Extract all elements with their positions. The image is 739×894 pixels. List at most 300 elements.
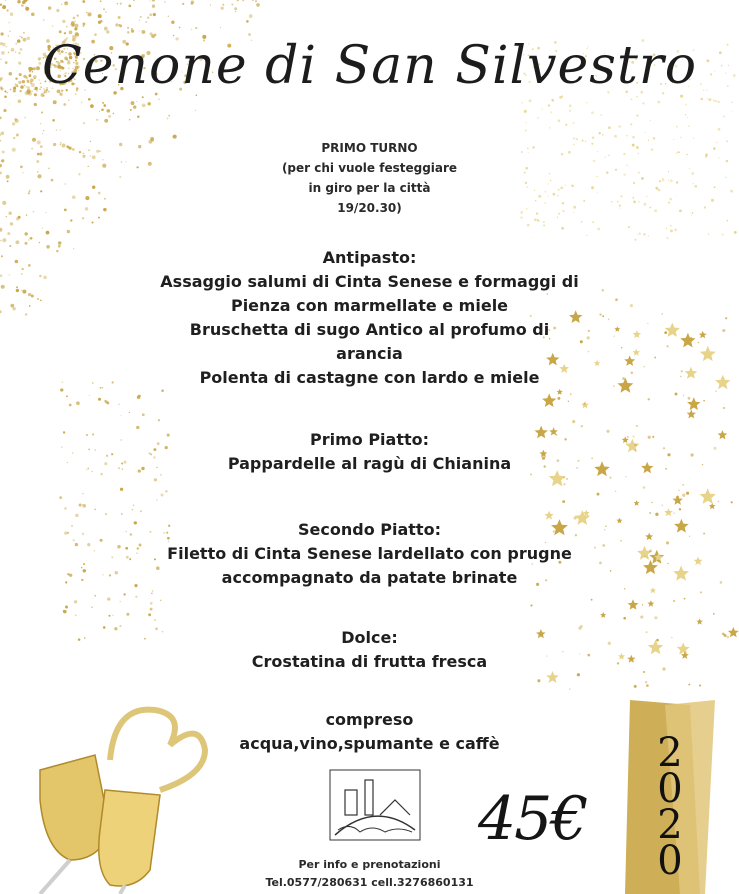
star-icon [696,618,703,624]
glitter-dot [597,227,600,230]
glitter-dot [586,102,587,103]
glitter-dot [149,13,152,16]
glitter-dot [115,23,118,26]
glitter-dot [120,601,121,602]
glitter-dot [699,684,701,686]
glitter-dot [256,3,260,7]
glitter-dot [9,30,10,31]
glitter-dot [557,397,560,400]
glitter-dot [152,5,155,8]
glitter-dot [100,0,102,2]
glitter-dot [140,16,142,18]
glitter-dot [127,31,130,34]
glitter-dot [165,490,168,493]
turno-note-1: (per chi vuole festeggiare [281,161,458,175]
glitter-dot [75,21,76,22]
star-icon [709,503,716,510]
glitter-dot [168,16,169,17]
glitter-dot [99,111,100,112]
star-icon [600,612,606,618]
glitter-dot [129,412,130,413]
glitter-dot [648,398,650,400]
glitter-dot [133,504,135,506]
glitter-dot [529,99,532,102]
glitter-dot [120,488,123,491]
glitter-dot [137,115,139,117]
glitter-dot [153,13,156,16]
glitter-dot [0,4,2,6]
glitter-dot [609,477,611,479]
glitter-dot [688,684,690,686]
star-icon [700,488,716,504]
glitter-dot [701,98,704,101]
glitter-dot [88,98,91,101]
glitter-dot [24,117,26,119]
glitter-dot [62,20,65,23]
glitter-dot [58,241,62,245]
glitter-dot [666,228,667,229]
glitter-dot [0,240,2,242]
glitter-dot [643,233,646,236]
glitter-dot [715,390,717,392]
glitter-dot [534,218,537,221]
glitter-dot [630,123,632,125]
secondo-heading: Secondo Piatto: [298,520,441,539]
glitter-dot [41,112,43,114]
glitter-dot [56,129,58,131]
glitter-dot [220,27,221,28]
star-icon [647,600,654,607]
glitter-dot [60,129,61,130]
glitter-dot [537,117,539,119]
glitter-dot [112,615,113,616]
glitter-dot [636,96,638,98]
glitter-dot [682,494,685,497]
glitter-dot [69,404,72,407]
glitter-dot [59,496,62,499]
glitter-dot [25,6,26,7]
glitter-dot [649,512,651,514]
glitter-dot [628,226,630,228]
glitter-dot [222,4,224,6]
glitter-dot [148,613,151,616]
glitter-dot [581,221,583,223]
glitter-dot [635,239,637,241]
glitter-dot [70,219,72,221]
glitter-dot [2,5,6,9]
glitter-dot [48,6,51,9]
glitter-dot [91,221,93,223]
glitter-dot [21,4,24,7]
glitter-dot [246,20,249,23]
glitter-dot [670,230,673,233]
glitter-dot [608,126,611,129]
glitter-dot [136,101,137,102]
glitter-dot [105,513,107,515]
glitter-dot [12,122,15,125]
glitter-dot [0,117,2,120]
glitter-dot [636,425,638,427]
glitter-dot [87,12,91,16]
glitter-dot [666,237,668,239]
glitter-dot [107,597,110,600]
page-title: Cenone di San Silvestro [41,36,698,96]
year-digit: 0 [657,838,683,884]
glitter-dot [66,26,68,28]
glitter-dot [237,0,239,1]
glitter-dot [688,125,690,127]
glitter-dot [74,27,77,30]
glitter-dot [34,103,37,106]
star-icon [664,508,673,516]
glitter-dot [686,492,689,495]
dolce-heading: Dolce: [341,628,398,647]
glitter-dot [17,0,20,3]
glitter-dot [61,4,62,5]
glitter-dot [651,502,652,503]
glitter-dot [654,616,657,619]
glitter-dot [718,501,719,502]
glitter-dot [708,98,711,101]
antipasto-line: Bruschetta di sugo Antico al profumo di [189,320,550,339]
glitter-dot [210,4,211,5]
glitter-dot [631,99,633,101]
glitter-dot [591,599,593,601]
glitter-dot [117,3,118,4]
glitter-dot [562,500,565,503]
glitter-dot [132,509,133,510]
glitter-dot [154,619,156,621]
glitter-dot [707,98,708,99]
glitter-dot [149,0,150,1]
glitter-dot [75,614,77,616]
glitter-dot [82,504,83,505]
secondo-line: accompagnato da patate brinate [221,568,518,587]
secondo-section [0,518,739,590]
glitter-dot [79,504,82,507]
glitter-dot [59,30,62,33]
glitter-dot [150,608,153,611]
glitter-dot [713,613,715,615]
glitter-dot [679,508,681,510]
glitter-dot [121,513,123,515]
glitter-dot [94,509,96,511]
glitter-dot [24,232,27,235]
glitter-dot [52,119,55,122]
turno-time: 19/20.30) [337,201,402,215]
glitter-dot [52,25,53,26]
glitter-dot [128,5,131,8]
year-digit: 2 [657,730,683,776]
glitter-dot [131,30,134,33]
glitter-dot [14,118,17,121]
glitter-dot [526,122,527,123]
glitter-dot [46,231,50,235]
glitter-dot [726,220,728,222]
glitter-dot [234,7,237,10]
glitter-dot [118,404,119,405]
glitter-dot [104,119,108,123]
glitter-dot [646,684,649,687]
glitter-dot [108,115,111,118]
glitter-dot [703,400,705,402]
glitter-dot [151,593,152,594]
glitter-dot [191,0,194,3]
glitter-dot [7,9,9,11]
glitter-dot [602,134,604,136]
glitter-dot [104,27,108,31]
glitter-dot [569,110,571,112]
glitter-dot [168,115,170,117]
glitter-dot [171,21,174,24]
glitter-dot [542,109,543,110]
glitter-dot [583,403,585,405]
glitter-dot [43,130,44,131]
glitter-dot [549,127,550,128]
glitter-dot [105,400,108,403]
glitter-dot [639,233,641,235]
glitter-dot [625,476,626,477]
glitter-dot [182,3,184,5]
compreso-heading: compreso [325,710,414,729]
glitter-dot [31,12,35,16]
glitter-dot [8,22,10,24]
glitter-dot [10,12,14,16]
glitter-dot [195,110,196,111]
glitter-dot [53,100,57,104]
glitter-dot [688,397,691,400]
glitter-dot [96,119,98,121]
info-label: Per info e prenotazioni [298,858,441,871]
glitter-dot [597,493,600,496]
glitter-dot [156,499,158,501]
glitter-dot [148,102,151,105]
primo-section [0,428,739,476]
glitter-dot [734,231,737,234]
glitter-dot [65,606,68,609]
glitter-dot [634,685,637,688]
glitter-dot [118,16,121,19]
glitter-dot [40,123,41,124]
glitter-dot [103,104,106,107]
glitter-dot [56,9,59,12]
glitter-dot [723,407,725,409]
glitter-dot [66,395,68,397]
glitter-dot [615,491,616,492]
glitter-dot [142,96,144,98]
glitter-dot [242,0,244,1]
glitter-dot [150,602,153,605]
glitter-dot [569,688,570,689]
glitter-dot [682,484,684,486]
glitter-dot [164,1,165,2]
sparkle-left [59,381,170,640]
glitter-dot [131,101,135,105]
glitter-dot [67,230,71,234]
glitter-dot [548,104,550,106]
glitter-dot [65,32,66,33]
glitter-dot [569,104,572,107]
glitter-dot [133,105,136,108]
glitter-dot [135,596,137,598]
glitter-dot [7,232,10,235]
glitter-dot [142,413,145,416]
glitter-dot [70,23,72,25]
glitter-dot [678,490,679,491]
glitter-dot [645,132,646,133]
glitter-dot [25,7,29,11]
glitter-dot [591,111,594,114]
glitter-dot [127,27,129,29]
glitter-dot [75,25,76,26]
glitter-dot [75,514,78,517]
glitter-dot [684,598,686,600]
glitter-dot [623,617,626,620]
glitter-dot [10,222,13,225]
turno-block [0,138,739,218]
glitter-dot [5,0,6,1]
glitter-dot [15,240,19,244]
glitter-dot [636,114,638,116]
glitter-dot [685,114,686,115]
primo-line: Pappardelle al ragù di Chianina [227,454,512,473]
glitter-dot [30,237,33,240]
glitter-dot [101,109,104,112]
year-digit: 0 [657,766,683,812]
glitter-dot [83,25,85,27]
glitter-dot [64,1,68,5]
glitter-dot [551,99,554,102]
glitter-dot [120,3,122,5]
glitter-dot [221,7,224,10]
glitter-dot [718,128,721,131]
glitter-dot [586,234,588,236]
glitter-dot [683,395,684,396]
glitter-dot [139,19,140,20]
glitter-dot [27,0,28,1]
glitter-dot [657,101,660,104]
glitter-dot [592,221,594,223]
glitter-dot [98,398,101,401]
glitter-dot [145,21,146,22]
antipasto-line: Assaggio salumi di Cinta Senese e formaggi di [160,272,579,291]
glitter-dot [195,27,197,29]
glitter-dot [94,595,96,597]
star-icon [628,599,639,609]
glitter-dot [530,237,531,238]
dolce-line: Crostatina di frutta fresca [251,652,488,671]
glitter-dot [643,486,646,489]
glitter-dot [81,102,83,104]
glitter-dot [674,229,677,232]
glitter-dot [537,679,540,682]
glitter-dot [731,102,732,103]
glitter-dot [113,113,114,114]
glitter-dot [160,493,163,496]
glitter-dot [102,102,104,104]
glitter-dot [563,483,565,485]
glitter-dot [521,102,522,103]
glitter-dot [566,478,568,480]
glitter-dot [1,131,5,135]
glitter-dot [83,122,85,124]
glitter-dot [550,111,552,113]
glitter-dot [86,12,87,13]
glitter-dot [126,613,129,616]
glitter-dot [648,235,649,236]
glitter-dot [23,32,25,34]
glitter-dot [543,224,545,226]
glitter-dot [600,114,602,116]
antipasto-section [0,246,739,390]
glitter-dot [675,393,678,396]
glitter-dot [107,109,111,113]
star-icon [581,401,589,408]
glitter-dot [179,27,181,29]
price: 45€ [478,784,587,854]
glitter-dot [599,132,601,134]
glitter-dot [3,109,6,112]
glitter-dot [142,104,146,108]
dolce-section [0,626,739,674]
glitter-dot [708,233,709,234]
glitter-dot [63,103,66,106]
glitter-dot [133,0,135,1]
glitter-dot [673,512,675,514]
year-digit: 2 [657,802,683,848]
glitter-dot [536,219,537,220]
glitter-dot [98,21,101,24]
compreso-line: acqua,vino,spumante e caffè [239,734,500,753]
glitter-dot [129,119,130,120]
glitter-dot [74,600,77,603]
glitter-dot [191,29,193,31]
glitter-dot [637,234,638,235]
glitter-dot [642,604,643,605]
glitter-dot [645,681,647,683]
glitter-dot [77,14,79,16]
glitter-dot [68,100,69,101]
glitter-dot [673,600,675,602]
glitter-dot [572,420,575,423]
glitter-dot [160,600,161,601]
glitter-dot [98,14,102,18]
glitter-dot [642,102,644,104]
glitter-dot [103,8,105,10]
glitter-dot [141,30,145,34]
glitter-dot [530,604,532,606]
glitter-dot [563,476,565,478]
glitter-dot [91,606,92,607]
glitter-dot [138,395,141,398]
glitter-dot [76,401,80,405]
antipasto-line: Polenta di castagne con lardo e miele [199,368,540,387]
glitter-dot [231,3,233,5]
glitter-dot [685,104,687,106]
glitter-dot [158,419,160,421]
glitter-dot [105,11,106,12]
glitter-dot [25,242,28,245]
glitter-dot [731,501,733,503]
glitter-dot [43,19,44,20]
glitter-dot [640,615,643,618]
glitter-dot [565,124,567,126]
glitter-dot [152,0,155,2]
glitter-dot [89,395,90,396]
glitter-dot [235,11,236,12]
glitter-dot [655,513,658,516]
glitter-dot [147,16,149,18]
